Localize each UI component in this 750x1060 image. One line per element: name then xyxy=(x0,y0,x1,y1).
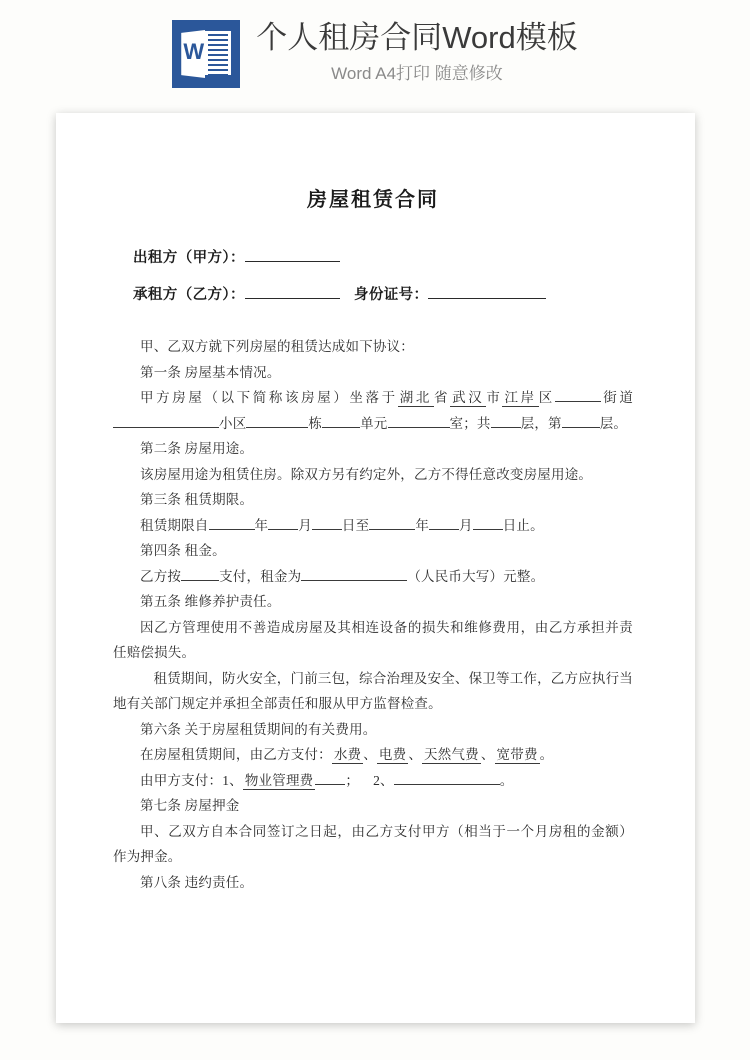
term-start-year-blank[interactable] xyxy=(209,515,255,530)
address-community-unit: 小区 xyxy=(219,415,247,431)
landlord-fee-item-1-pad[interactable] xyxy=(315,770,345,785)
address-province-unit: 省 xyxy=(434,390,451,405)
rent-mid: 支付，租金为 xyxy=(219,568,302,584)
term-end-year-blank[interactable] xyxy=(369,515,415,530)
clause-4-body xyxy=(113,564,633,590)
id-label: 身份证号： xyxy=(353,287,429,303)
term-end-year-unit: 年 xyxy=(415,517,430,533)
clause-6-body-landlord-fees xyxy=(113,768,633,794)
fee-sep-2: 、 xyxy=(408,747,423,762)
term-start-year-unit: 年 xyxy=(254,517,269,533)
clause-5-body-1: 因乙方管理使用不善造成房屋及其相连设备的损失和维修费用，由乙方承担并责任赔偿损失。 xyxy=(113,619,633,660)
document-page xyxy=(56,113,695,1023)
address-building-unit: 栋 xyxy=(308,415,323,431)
term-end-month-unit: 月 xyxy=(459,517,473,533)
address-building-blank[interactable] xyxy=(246,413,308,428)
clause-1-heading: 第一条 房屋基本情况。 xyxy=(140,364,281,380)
fee-sep-3: 、 xyxy=(480,747,495,762)
address-city[interactable]: 武汉 xyxy=(452,390,485,405)
fee-item-broadband[interactable]: 宽带费 xyxy=(496,747,538,762)
clause-7-heading: 第七条 房屋押金 xyxy=(140,798,240,813)
landlord-fee-item-1[interactable]: 物业管理费 xyxy=(244,772,314,788)
clause-8-heading: 第八条 违约责任。 xyxy=(140,874,254,890)
lessor-label: 出租方（甲方）： xyxy=(133,250,245,266)
lessee-value-blank[interactable] xyxy=(245,298,340,299)
fee-item-electricity[interactable]: 电费 xyxy=(378,747,407,762)
landlord-fees-num2: 2、 xyxy=(373,772,394,788)
term-start-month-unit: 月 xyxy=(298,517,312,533)
intro-paragraph: 甲、乙双方就下列房屋的租赁达成如下协议： xyxy=(140,339,414,354)
address-community-blank[interactable] xyxy=(113,413,219,428)
fees-terminator: 。 xyxy=(539,747,554,762)
landlord-fees-prefix: 由甲方支付：1、 xyxy=(140,772,243,788)
term-start-day-unit: 日至 xyxy=(341,517,370,533)
clause-2-body: 该房屋用途为租赁住房。除双方另有约定外，乙方不得任意改变房屋用途。 xyxy=(140,466,593,482)
rent-suffix: （人民币大写）元整。 xyxy=(407,568,545,584)
address-street-blank[interactable] xyxy=(555,388,601,403)
address-unit-blank[interactable] xyxy=(322,413,360,428)
term-prefix: 租赁期限自 xyxy=(140,517,209,533)
clause-5-body-2: 租赁期间，防火安全，门前三包，综合治理及安全、保卫等工作，乙方应执行当地有关部门规定并承担全部责任和服从甲方监督检查。 xyxy=(113,670,633,711)
clause-1-body xyxy=(113,385,633,436)
address-floor-unit: 层。 xyxy=(599,415,628,431)
clause-2-heading: 第二条 房屋用途。 xyxy=(140,441,254,456)
landlord-fees-mid: ； xyxy=(345,772,360,788)
clause-5-heading: 第五条 维修养护责任。 xyxy=(140,594,281,609)
word-icon-letter: W xyxy=(183,39,204,64)
clause-3-heading: 第三条 租赁期限。 xyxy=(140,492,254,507)
term-end-day-blank[interactable] xyxy=(473,515,503,530)
address-room-unit: 室；共 xyxy=(449,415,491,431)
fee-sep-1: 、 xyxy=(363,747,377,762)
clause-3-body xyxy=(113,513,633,539)
address-room-blank[interactable] xyxy=(388,413,450,428)
id-value-blank[interactable] xyxy=(428,298,546,299)
term-end-day-unit: 日止。 xyxy=(502,517,544,533)
fees-prefix: 在房屋租赁期间，由乙方支付： xyxy=(140,747,332,762)
address-district[interactable]: 江岸 xyxy=(504,390,537,405)
term-start-month-blank[interactable] xyxy=(268,515,298,530)
word-icon-lines xyxy=(205,31,231,75)
address-floor-blank[interactable] xyxy=(562,413,600,428)
lessor-value-blank[interactable] xyxy=(245,261,340,262)
clause-list xyxy=(113,334,633,895)
fee-item-water[interactable]: 水费 xyxy=(333,747,362,762)
address-district-unit: 区 xyxy=(538,390,555,405)
landlord-fee-item-2[interactable] xyxy=(394,770,500,785)
clause-7-body: 甲、乙双方自本合同签订之日起，由乙方支付甲方（相当于一个月房租的金额）作为押金。 xyxy=(113,823,633,864)
clause-1-prefix: 甲方房屋（以下简称该房屋）坐落于 xyxy=(140,390,398,405)
address-unit-unit: 单元 xyxy=(360,415,388,431)
address-total-floors-blank[interactable] xyxy=(491,413,521,428)
microsoft-word-icon xyxy=(172,20,240,88)
banner-subtitle: Word A4打印 随意修改 xyxy=(331,64,503,83)
clause-6-body-tenant-fees xyxy=(113,742,633,768)
term-start-day-blank[interactable] xyxy=(312,515,342,530)
address-city-unit: 市 xyxy=(486,390,503,405)
document-body xyxy=(113,183,633,895)
banner-text-block xyxy=(256,18,578,87)
address-total-floors-unit: 层，第 xyxy=(520,415,562,431)
lessee-line xyxy=(113,283,633,304)
landlord-fees-end: 。 xyxy=(499,772,514,788)
banner-title: 个人租房合同Word模板 xyxy=(256,20,578,55)
banner-content xyxy=(172,18,578,88)
lessee-label: 承租方（乙方）： xyxy=(133,287,245,303)
rent-prefix: 乙方按 xyxy=(140,568,182,584)
fee-item-gas[interactable]: 天然气费 xyxy=(424,747,479,762)
lessor-line xyxy=(113,246,633,267)
term-end-month-blank[interactable] xyxy=(429,515,459,530)
page-header-banner xyxy=(0,0,750,113)
address-province[interactable]: 湖北 xyxy=(399,390,432,405)
document-title: 房屋租赁合同 xyxy=(307,189,439,211)
clause-6-heading: 第六条 关于房屋租赁期间的有关费用。 xyxy=(140,721,377,737)
rent-amount-blank[interactable] xyxy=(301,566,407,581)
rent-period-blank[interactable] xyxy=(181,566,219,581)
clause-4-heading: 第四条 租金。 xyxy=(140,543,226,558)
address-street-unit: 街道 xyxy=(600,390,634,405)
